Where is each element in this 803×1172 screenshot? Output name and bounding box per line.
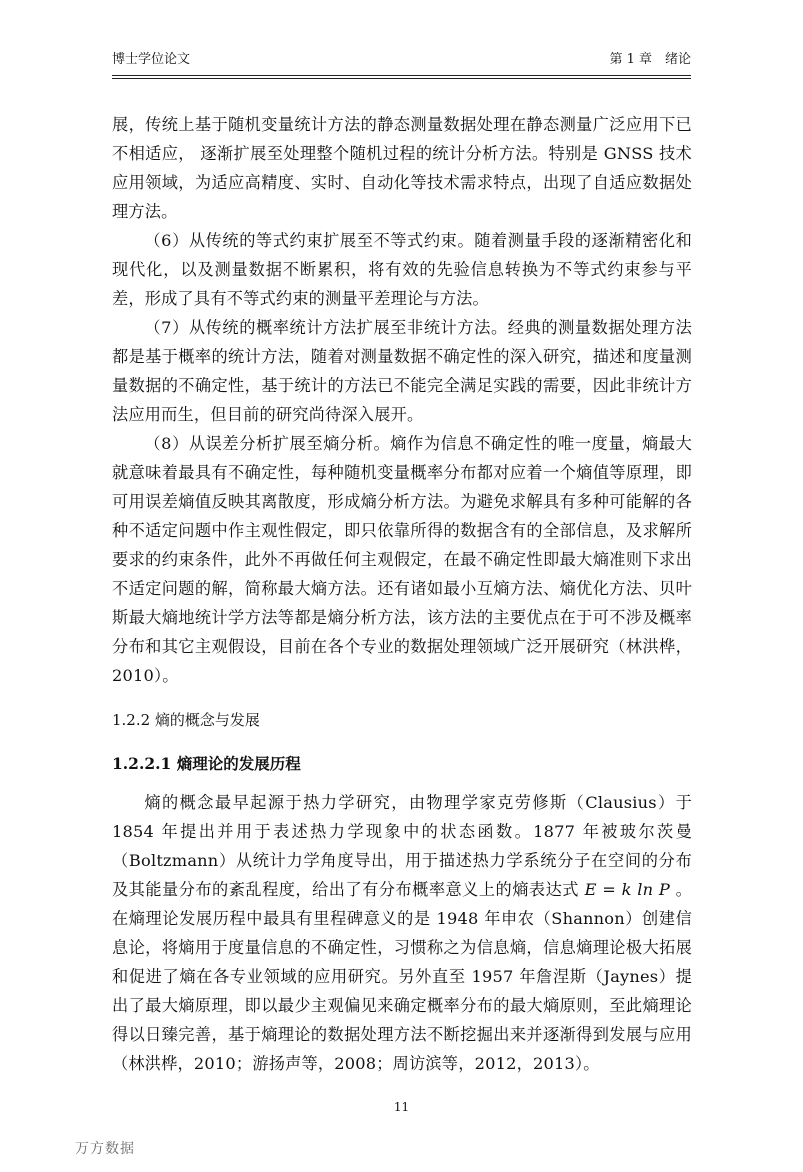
header-thesis-type: 博士学位论文 [112, 52, 191, 67]
paragraph-item-7: （7）从传统的概率统计方法扩展至非统计方法。经典的测量数据处理方法都是基于概率的统计方法，随着对测量数据不确定性的深入研究，描述和度量测量数据的不确定性，基于统计的方法已不能完全满足实践的需要，因此非统计方法应用而生，但目前的研究尚待深入展开。 [112, 318, 692, 424]
section-heading-1-2-2-1: 1.2.2.1 熵理论的发展历程 [112, 754, 301, 773]
page-body [112, 110, 692, 1078]
paragraph-continuation: 展，传统上基于随机变量统计方法的静态测量数据处理在静态测量广泛应用下已不相适应， 逐渐扩展至处理整个随机过程的统计分析方法。特别是 GNSS 技术应用领域，为适应高精度、实时、自动化等技术需求特点，出现了自适应数据处理方法。 [112, 115, 692, 221]
header-rule [112, 75, 691, 76]
paragraph-text-part-1: 熵的概念最早起源于热力学研究，由物理学家克劳修斯（Clausius）于 1854 年提出并用于表述热力学现象中的状态函数。1877 年被玻尔茨曼（Boltzmann）从统计力学角度导出，用于描述热力学系统分子在空间的分布及其能量分布的紊乱程度，给出了有分布概率意义上的熵表达式 [112, 793, 692, 899]
header-chapter: 第 1 章 绪论 [609, 52, 691, 67]
paragraph-text-part-2: 。在熵理论发展历程中最具有里程碑意义的是 1948 年申农（Shannon）创建信息论，将熵用于度量信息的不确定性，习惯称之为信息熵，信息熵理论极大拓展和促进了熵在各专业领域的应用研究。另外直至 1957 年詹涅斯（Jaynes）提出了最大熵原理，即以最少主观偏见来确定概率分布的最大熵原则，至此熵理论得以日臻完善，基于熵理论的数据处理方法不断挖掘出来并逐渐得到发展与应用（林洪桦，2010；游扬声等，2008；周访滨等，2012，2013）。 [112, 880, 693, 1073]
paragraph-item-6: （6）从传统的等式约束扩展至不等式约束。随着测量手段的逐渐精密化和现代化，以及测量数据不断累积，将有效的先验信息转换为不等式约束参与平差，形成了具有不等式约束的测量平差理论与方法。 [112, 231, 692, 308]
header-rule-secondary [112, 78, 691, 79]
page-number: 11 [393, 1100, 410, 1114]
running-header [112, 50, 691, 70]
watermark-text: 万方数据 [75, 1141, 135, 1157]
section-heading-1-2-2: 1.2.2 熵的概念与发展 [112, 711, 260, 729]
entropy-formula: E = k ln P [584, 880, 670, 899]
paragraph-item-8: （8）从误差分析扩展至熵分析。熵作为信息不确定性的唯一度量，熵最大就意味着最具有不确定性，每种随机变量概率分布都对应着一个熵值等原理，即可用误差熵值反映其离散度，形成熵分析方法。为避免求解具有多种可能解的各种不适定问题中作主观性假定，即只依靠所得的数据含有的全部信息，及求解所要求的约束条件，此外不再做任何主观假定，在最不确定性即最大熵准则下求出不适定问题的解，简称最大熵方法。还有诸如最小互熵方法、熵优化方法、贝叶斯最大熵地统计学方法等都是熵分析方法，该方法的主要优点在于可不涉及概率分布和其它主观假设，目前在各个专业的数据处理领域广泛开展研究（林洪桦，2010）。 [112, 434, 692, 685]
paragraph-entropy-history [112, 788, 692, 1078]
